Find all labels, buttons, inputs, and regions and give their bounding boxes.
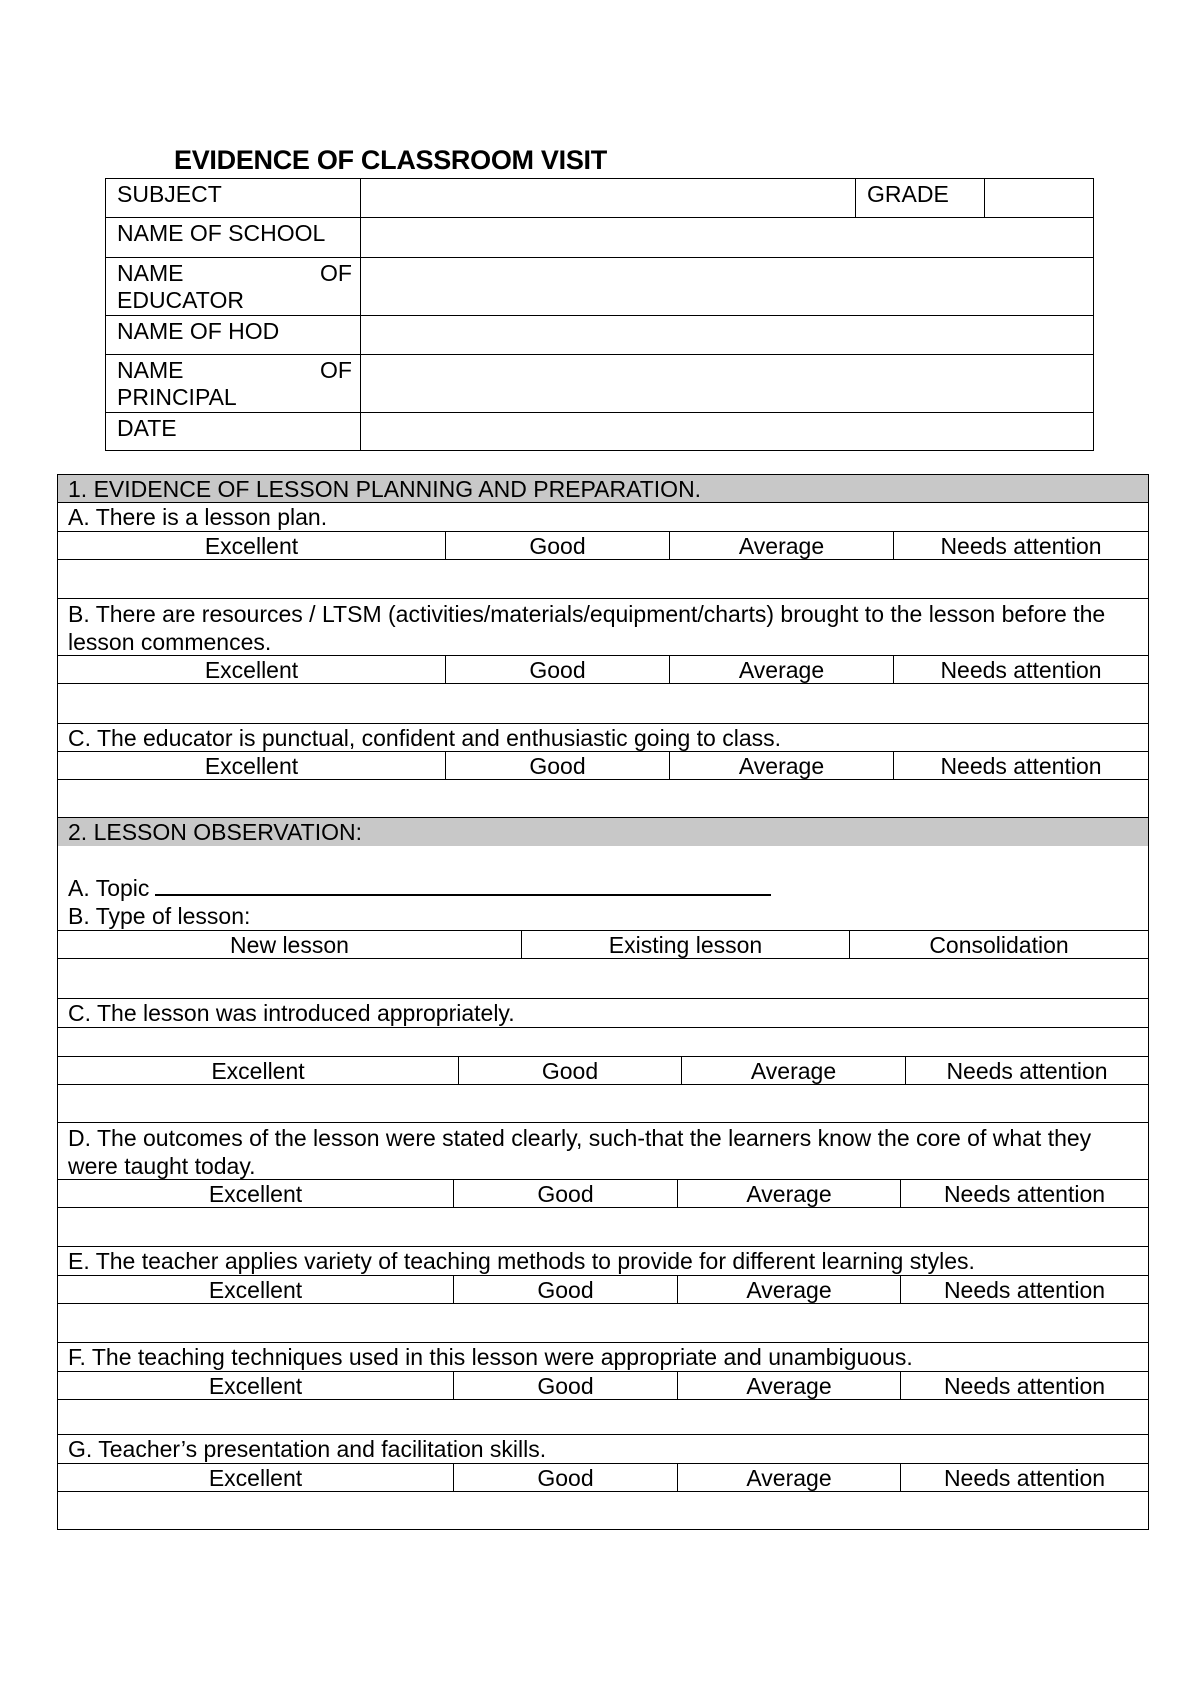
rating-excellent[interactable]: Excellent [208,1373,303,1399]
educator-label-of: OF [320,260,352,286]
comment-field-2c-top[interactable] [58,1027,1148,1056]
principal-row [105,354,1094,412]
subject-field[interactable] [361,179,855,217]
comment-field-2d[interactable] [58,1207,1148,1246]
section-2-heading: 2. LESSON OBSERVATION: [58,817,1148,846]
header-info-table [105,178,1094,451]
lesson-type-new[interactable]: New lesson [230,932,349,958]
question-2g: G. Teacher’s presentation and facilitation skills. [58,1434,1148,1463]
lesson-type-row [58,930,1148,958]
hod-label: NAME OF HOD [106,316,361,354]
evaluation-table [57,474,1149,1530]
rating-average[interactable]: Average [677,1372,900,1399]
principal-label-word: PRINCIPAL [117,384,237,410]
rating-row-2e [58,1275,1148,1303]
rating-good[interactable]: Good [445,752,669,779]
rating-needs-attention[interactable]: Needs attention [893,656,1148,683]
rating-row-2f [58,1371,1148,1399]
rating-excellent[interactable]: Excellent [211,1058,305,1084]
lesson-type-existing[interactable]: Existing lesson [521,931,849,958]
comment-field-2f[interactable] [58,1399,1148,1434]
comment-field-1c[interactable] [58,779,1148,817]
subject-label: SUBJECT [106,179,361,217]
date-field[interactable] [361,413,1093,450]
rating-needs-attention[interactable]: Needs attention [900,1372,1148,1399]
rating-average[interactable]: Average [669,532,893,559]
topic-input-line[interactable] [155,876,771,896]
rating-needs-attention[interactable]: Needs attention [900,1276,1148,1303]
rating-good[interactable]: Good [458,1057,681,1084]
school-label: NAME OF SCHOOL [106,218,361,257]
rating-average[interactable]: Average [669,656,893,683]
educator-row [105,257,1094,315]
rating-row-2d [58,1179,1148,1207]
comment-field-1a[interactable] [58,559,1148,598]
rating-row-1a [58,531,1148,559]
rating-average[interactable]: Average [677,1464,900,1491]
comment-field-2g[interactable] [58,1491,1148,1529]
rating-needs-attention[interactable]: Needs attention [900,1180,1148,1207]
rating-row-2g [58,1463,1148,1491]
rating-needs-attention[interactable]: Needs attention [893,752,1148,779]
question-1a: A. There is a lesson plan. [58,502,1148,531]
lesson-type-comment-field[interactable] [58,958,1148,998]
comment-field-1b[interactable] [58,683,1148,723]
date-row [105,412,1094,451]
rating-excellent[interactable]: Excellent [208,1465,303,1491]
school-row [105,217,1094,257]
question-2e: E. The teacher applies variety of teaching methods to provide for different learning styles. [58,1246,1148,1275]
rating-excellent[interactable]: Excellent [204,753,299,779]
question-1b: B. There are resources / LTSM (activities/materials/equipment/charts) brought to the lesson before the lesson commences. [58,598,1148,655]
principal-field[interactable] [361,355,1093,412]
rating-average[interactable]: Average [669,752,893,779]
rating-excellent[interactable]: Excellent [204,657,299,683]
subject-row [105,178,1094,217]
rating-average[interactable]: Average [681,1057,905,1084]
rating-needs-attention[interactable]: Needs attention [900,1464,1148,1491]
rating-needs-attention[interactable]: Needs attention [905,1057,1148,1084]
lesson-type-label: B. Type of lesson: [68,903,251,929]
rating-excellent[interactable]: Excellent [208,1181,303,1207]
question-1c: C. The educator is punctual, confident and enthusiastic going to class. [58,723,1148,751]
question-2f: F. The teaching techniques used in this lesson were appropriate and unambiguous. [58,1342,1148,1371]
date-label: DATE [106,413,361,450]
school-field[interactable] [361,218,1093,257]
question-2c: C. The lesson was introduced appropriately. [58,998,1148,1027]
rating-row-1c [58,751,1148,779]
rating-row-1b [58,655,1148,683]
grade-label: GRADE [855,179,984,217]
rating-row-2c [58,1056,1148,1084]
grade-field[interactable] [984,179,1093,217]
topic-label: A. Topic [68,875,150,901]
rating-good[interactable]: Good [445,532,669,559]
educator-label-word: EDUCATOR [117,287,244,313]
rating-good[interactable]: Good [453,1276,677,1303]
rating-good[interactable]: Good [453,1180,677,1207]
rating-average[interactable]: Average [677,1180,900,1207]
form-title: EVIDENCE OF CLASSROOM VISIT [174,145,607,175]
principal-label-of: OF [320,357,352,383]
comment-field-2c[interactable] [58,1084,1148,1122]
educator-label [106,258,361,315]
topic-line-row [58,846,1148,902]
rating-excellent[interactable]: Excellent [208,1277,303,1303]
educator-field[interactable] [361,258,1093,315]
rating-needs-attention[interactable]: Needs attention [893,532,1148,559]
comment-field-2e[interactable] [58,1303,1148,1342]
rating-average[interactable]: Average [677,1276,900,1303]
principal-label-name: NAME [117,357,184,383]
section-1-heading: 1. EVIDENCE OF LESSON PLANNING AND PREPARATION. [58,474,1148,502]
rating-good[interactable]: Good [445,656,669,683]
principal-label [106,355,361,412]
question-2d: D. The outcomes of the lesson were stated clearly, such-that the learners know the core of what they were taught today. [58,1122,1148,1179]
educator-label-name: NAME [117,260,184,286]
hod-row [105,315,1094,354]
rating-good[interactable]: Good [453,1372,677,1399]
hod-field[interactable] [361,316,1093,354]
rating-good[interactable]: Good [453,1464,677,1491]
rating-excellent[interactable]: Excellent [204,533,299,559]
lesson-type-consolidation[interactable]: Consolidation [849,931,1148,958]
